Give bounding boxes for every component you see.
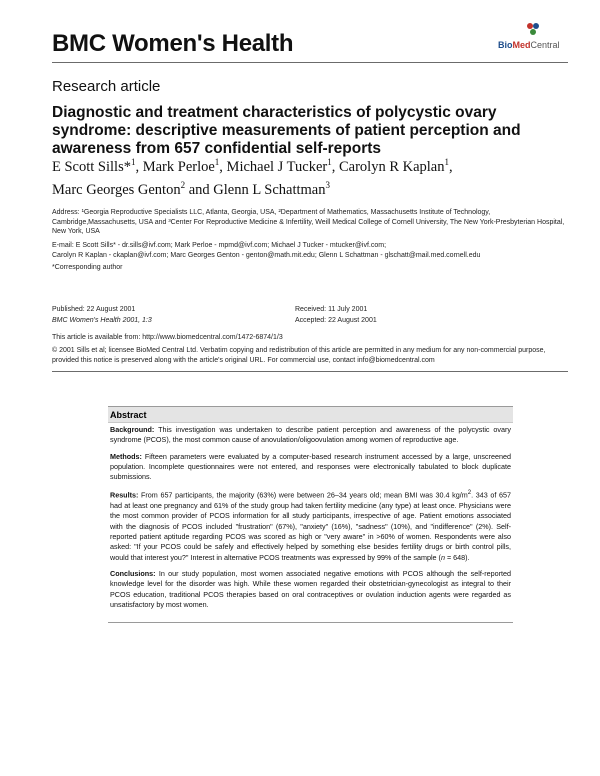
publisher-name: BioMedCentral	[498, 40, 560, 50]
author-emails: E-mail: E Scott Sills* - dr.sills@ivf.com; Mark Perloe - mpmd@ivf.com; Michael J Tucker - mtucker@ivf.com; Carolyn R Kaplan - ckaplan@ivf.com; Marc Georges Genton - genton@math.mit.edu; Glenn L Schattman - glschatt@mail.med.cornell.edu	[52, 242, 481, 259]
abstract-results: Results: From 657 participants, the majority (63%) were between 26–34 years old; mean BMI was 30.4 $kg/m^2$. 343 of 657 had at least one pregnancy and 61% of the study group had taken fertility medicine (any type) at least once. Physicians were the most common provider of PCOS information for all study participants, irrespective of age. Patient emotions associated with the diagnosis of PCOS included "frustration" (67%), "anxiety" (16%), "sadness" (10%), and "indifference" (2%). Self-reported patient aptitude regarding PCOS was scored as high or "very aware" in >60% of women. Respondents were also asked: "If your PCOS could be safely and effectively helped by something else besides fertility drugs or birth control pills, would that interest you?" Interest in alternative PCOS treatments was expressed by 99% of the sample (n = 648).	[110, 490, 512, 562]
abstract-heading: Abstract	[108, 407, 513, 423]
corresponding-author-note: *Corresponding author	[52, 264, 123, 271]
biomed-central-logo	[498, 22, 568, 54]
article-type: Research article	[52, 78, 161, 95]
received-date: Received: 11 July 2001	[295, 306, 368, 313]
abstract-box	[108, 406, 513, 623]
author-line-2: Marc Georges Genton$^2$ and Glenn L Schattman$^3$	[52, 179, 330, 198]
article-title: Diagnostic and treatment characteristics of polycystic ovary syndrome: descriptive measurements of patient perception and awareness from 657 confidential self-reports	[52, 104, 521, 157]
biomed-logo-icon	[526, 22, 540, 36]
abstract-background: Background: This investigation was undertaken to describe patient perception and awareness of the polycystic ovary syndrome (PCOS), the most common cause of anovulation/oligoovulation among women of reproductive age.	[110, 425, 511, 445]
accepted-date: Accepted: 22 August 2001	[295, 316, 377, 324]
published-date: Published: 22 August 2001	[52, 306, 136, 313]
publication-info	[52, 305, 272, 326]
copyright-notice: © 2001 Sills et al; licensee BioMed Central Ltd. Verbatim copying and redistribution of this article are permitted in any medium for any non-commercial purpose, provided this notice is preserved along with the article's original URL. For commercial use, contact info@biomedcentral.com	[52, 347, 546, 364]
author-line-1: E Scott Sills*$^1$, Mark Perloe$^1$, Michael J Tucker$^1$, Carolyn R Kaplan$^1$,	[52, 157, 453, 175]
author-list	[52, 153, 568, 199]
received-accepted-dates	[295, 305, 515, 326]
copyright-rule	[52, 371, 568, 372]
abstract-methods: Methods: Fifteen parameters were evaluated by a computer-based research instrument accessed by a large, unscreened population. Incomplete questionnaires were not entered, and responses were electronically tabulated to block duplicate submissions.	[110, 451, 511, 482]
journal-title: BMC Women's Health	[52, 30, 294, 57]
article-url: This article is available from: http://www.biomedcentral.com/1472-6874/1/3	[52, 334, 283, 341]
citation: BMC Women's Health 2001, 1:3	[52, 316, 152, 324]
header-rule	[52, 62, 568, 63]
abstract-conclusions: Conclusions: In our study population, most women associated negative emotions with PCOS although the self-reported knowledge level for the disorder was high. While these women regarded their obstetrician-gynecologist as integral to their PCOS education, traditional PCOS therapies based on oral contraceptives or ovulation induction agents were regarded as unsatisfactory by most women.	[110, 568, 511, 609]
author-addresses: Address: ¹Georgia Reproductive Specialists LLC, Atlanta, Georgia, USA, ²Department of Mathematics, Massachusetts Institute of Technology, Cambridge,Massachusetts, USA and ³Center For Reproductive Medicine & Infertility, Weill Medical College of Cornell University, The New York-Presbyterian Hospital, New York, USA	[52, 209, 565, 235]
